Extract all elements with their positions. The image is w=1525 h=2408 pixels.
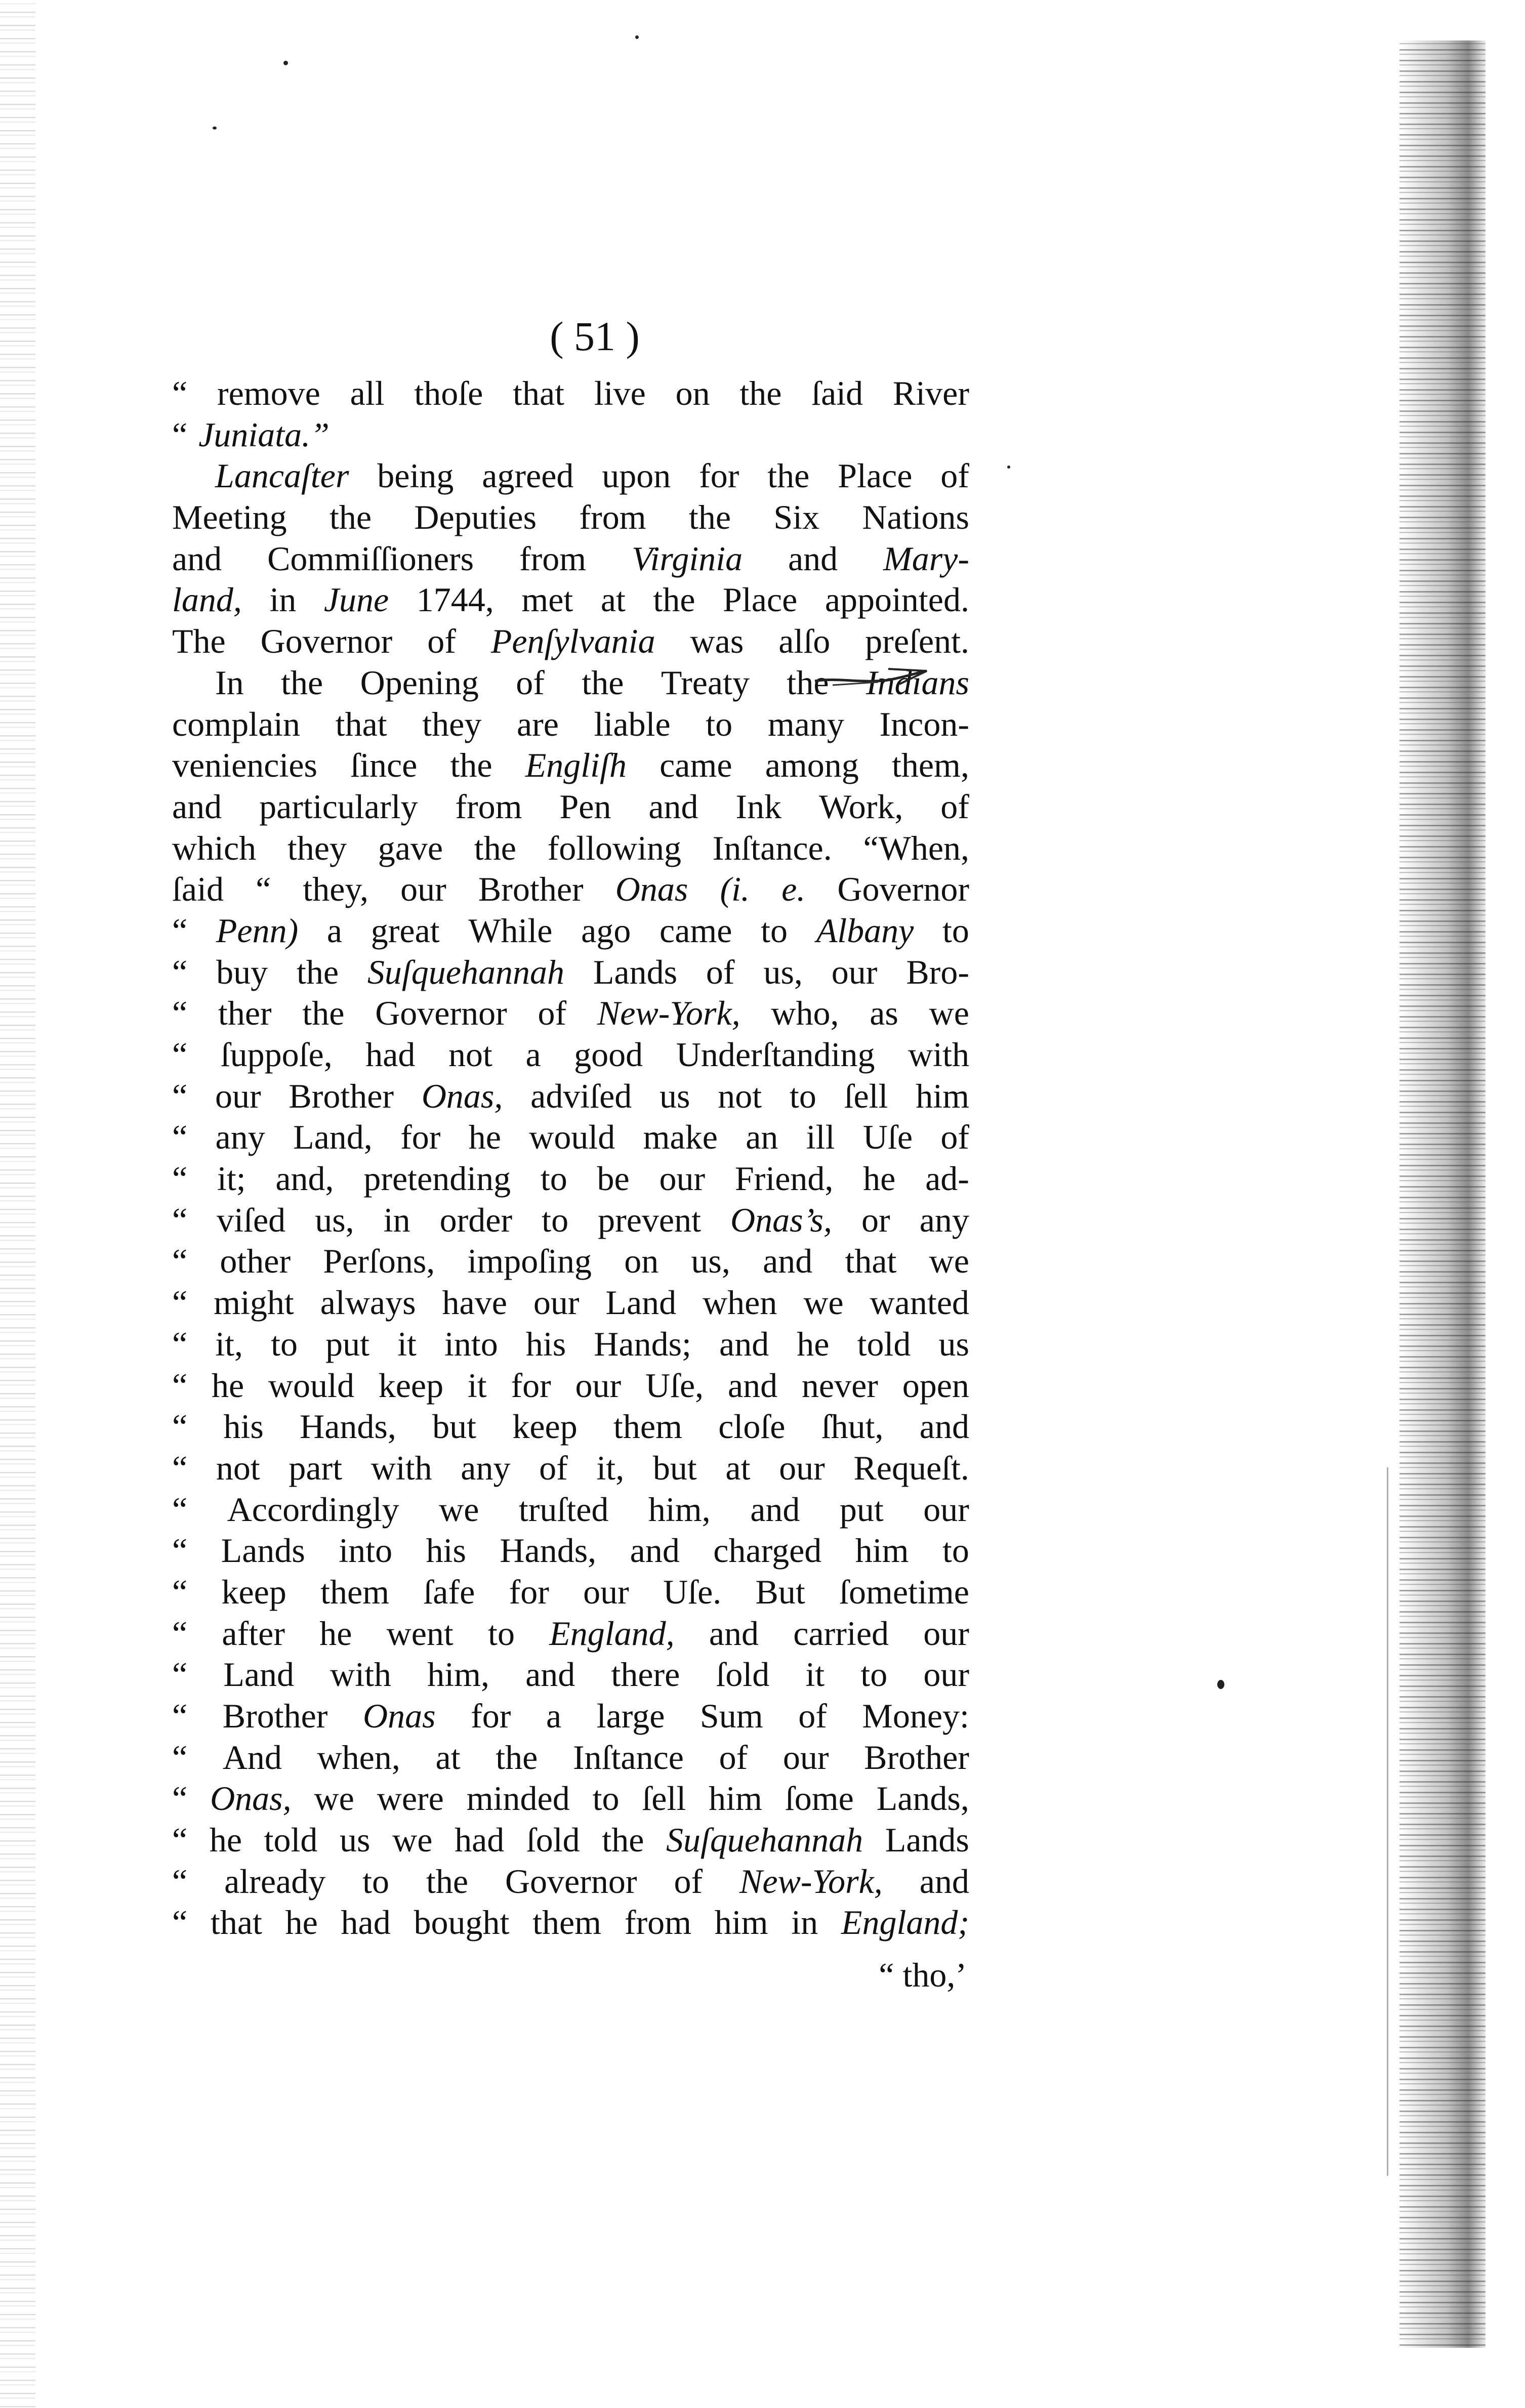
text-line: “ he told us we had ſold the Suſquehannah Lands <box>172 1821 969 1860</box>
text-line: “ already to the Governor of New-York, and <box>172 1862 969 1900</box>
text-line: “ Accordingly we truſted him, and put our <box>172 1490 969 1529</box>
text-line: land, in June 1744, met at the Place appointed. <box>172 580 969 619</box>
speck <box>1007 466 1010 469</box>
text-line: “ it; and, pretending to be our Friend, he ad- <box>172 1159 969 1198</box>
text-line: “ Brother Onas for a large Sum of Money: <box>172 1697 969 1735</box>
text-line: “ Juniata.” <box>172 415 329 454</box>
text-line: “ Land with him, and there ſold it to our <box>172 1655 969 1694</box>
text-line: “ keep them ſafe for our Uſe. But ſometime <box>172 1572 969 1611</box>
right-page-edge <box>1399 40 1486 2348</box>
text-line: “ Lands into his Hands, and charged him to <box>172 1531 969 1570</box>
text-line: veniencies ſince the Engliſh came among them, <box>172 746 969 785</box>
speck <box>1217 1680 1224 1689</box>
text-line: “ buy the Suſquehannah Lands of us, our Bro- <box>172 952 969 991</box>
text-line: “ not part with any of it, but at our Requeſt. <box>172 1448 969 1487</box>
text-line: “ Penn) a great While ago came to Albany to <box>172 911 969 950</box>
page-number: ( 51 ) <box>550 313 640 359</box>
text-line: “ might always have our Land when we wanted <box>172 1283 969 1322</box>
text-line: “ after he went to England, and carried our <box>172 1614 969 1653</box>
text-line: The Governor of Penſylvania was alſo preſent. <box>172 622 969 661</box>
text-line: and Commiſſioners from Virginia and Mary- <box>172 539 969 578</box>
text-line: and particularly from Pen and Ink Work, of <box>172 787 969 826</box>
text-line: Lancaſter being agreed upon for the Place of <box>215 456 969 495</box>
text-line: “ viſed us, in order to prevent Onas’s, or any <box>172 1200 969 1239</box>
text-line: complain that they are liable to many Incon- <box>172 704 969 743</box>
text-line: “ it, to put it into his Hands; and he told us <box>172 1324 969 1363</box>
text-line: “ his Hands, but keep them cloſe ſhut, and <box>172 1407 969 1446</box>
speck <box>283 61 288 65</box>
text-line: which they gave the following Inſtance. “When, <box>172 828 969 867</box>
text-line: “ remove all thoſe that live on the ſaid River <box>172 374 969 412</box>
catchword: “ tho,’ <box>879 1956 967 1994</box>
text-line: Meeting the Deputies from the Six Nations <box>172 498 969 537</box>
speck <box>635 35 639 39</box>
body-text <box>172 373 969 1944</box>
handwritten-strikeout <box>812 662 929 692</box>
text-line: In the Opening of the Treaty the Indians <box>215 663 969 702</box>
text-line: “ Onas, we were minded to ſell him ſome Lands, <box>172 1779 969 1818</box>
text-line: ſaid “ they, our Brother Onas (i. e. Governor <box>172 870 969 909</box>
text-line: “ And when, at the Inſtance of our Brother <box>172 1738 969 1777</box>
text-line: “ ther the Governor of New-York, who, as we <box>172 994 969 1033</box>
right-fold-line <box>1387 1467 1388 2176</box>
text-line: “ ſuppoſe, had not a good Underſtanding with <box>172 1035 969 1074</box>
speck <box>213 126 217 130</box>
left-page-edge <box>0 0 35 2408</box>
text-line: “ any Land, for he would make an ill Uſe of <box>172 1118 969 1157</box>
text-line: “ he would keep it for our Uſe, and never open <box>172 1366 969 1405</box>
text-line: “ other Perſons, impoſing on us, and that we <box>172 1242 969 1281</box>
text-line: “ our Brother Onas, adviſed us not to ſell him <box>172 1076 969 1115</box>
text-line: “ that he had bought them from him in England; <box>172 1903 969 1942</box>
